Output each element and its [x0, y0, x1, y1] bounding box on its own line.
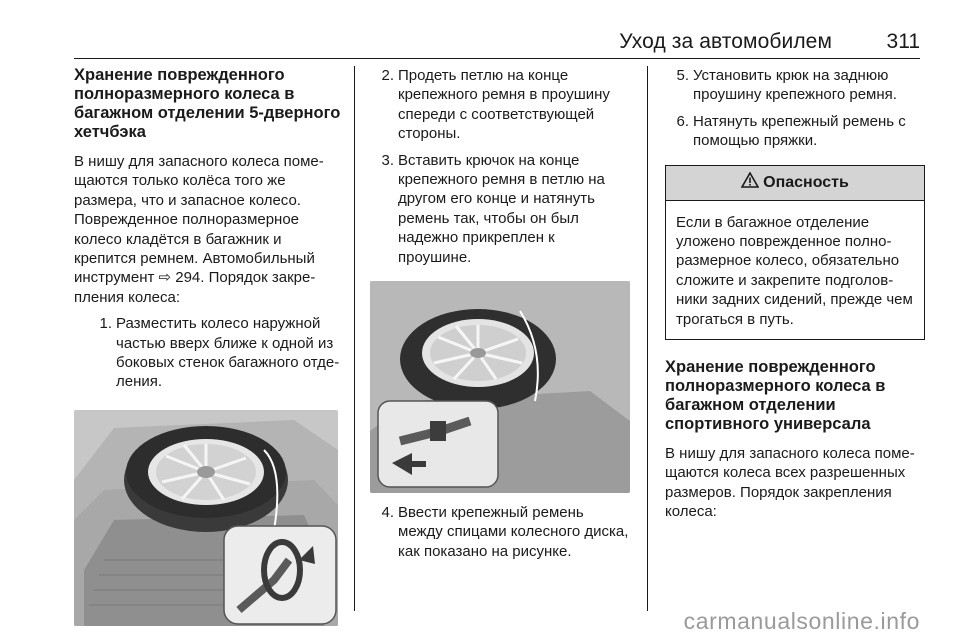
column-3	[665, 66, 925, 522]
list-item	[370, 151, 632, 267]
step-number: 1.	[99, 315, 112, 333]
step-text: Ввести крепежный ремень между спицами колесного диска, как показано на рисунке.	[398, 504, 629, 560]
section-heading: Хранение поврежденного полноразмерного колеса в багажном отделении 5-дверного хетчбэка	[74, 66, 341, 141]
column-divider	[647, 66, 648, 611]
column-2	[370, 66, 632, 561]
warning-triangle-icon	[741, 172, 759, 193]
warning-text: Если в багажное отделение уложено поврежденное полно-размерное колесо, обязательно сложите и закрепите подголов-ники задних сидений, прежде чем трогаться в путь.	[676, 213, 913, 328]
list-item	[665, 112, 925, 151]
step-number: 6.	[676, 112, 689, 130]
step-number: 2.	[381, 67, 394, 84]
list-item	[88, 314, 346, 392]
watermark: carmanualsonline.info	[683, 608, 920, 634]
list-item	[665, 66, 925, 105]
column-1	[74, 66, 346, 636]
page-number: 311	[886, 30, 920, 53]
step-text: Установить крюк на заднюю проушину крепежного ремня.	[693, 67, 897, 104]
illustration-strap-fastening	[370, 281, 630, 493]
body-paragraph: В нишу для запасного колеса поме-щаются колеса всех разрешенных размеров. Порядок закрепления колеса:	[665, 445, 915, 521]
section-title: Уход за автомобилем	[619, 30, 832, 53]
section-heading: Хранение поврежденного полноразмерного колеса в багажном отделении спортивного универсала	[665, 358, 886, 434]
step-text: Продеть петлю на конце крепежного ремня в проушину спереди с соответствующей стороны.	[398, 67, 610, 143]
step-text: Разместить колесо наружной частью вверх ближе к одной из боковых стенок багажного отде-ления.	[116, 315, 340, 391]
warning-header	[666, 166, 924, 201]
list-item	[370, 503, 632, 561]
step-number: 4.	[381, 504, 394, 522]
warning-box	[665, 165, 925, 340]
warning-title: Опасность	[763, 173, 849, 191]
step-text: Натянуть крепежный ремень с помощью пряжки.	[693, 112, 906, 150]
step-number: 3.	[381, 151, 394, 169]
page-header	[74, 28, 920, 59]
illustration-wheel-in-trunk	[74, 410, 338, 626]
step-text: Вставить крючок на конце крепежного ремня в петлю на другом его конце и натянуть ремень так, чтобы он был надежно прикреплен к проушине.	[398, 151, 605, 266]
list-item	[370, 66, 632, 144]
intro-paragraph: В нишу для запасного колеса поме-щаются только колёса того же размера, что и запасное колесо. Поврежденное полноразмерное колесо кладётся в багажник и крепится ремнем. Автомобильный инструмент ⇨ 294. Порядок закре-пления колеса:	[74, 153, 324, 306]
step-number: 5.	[676, 67, 689, 84]
column-divider	[354, 66, 355, 611]
